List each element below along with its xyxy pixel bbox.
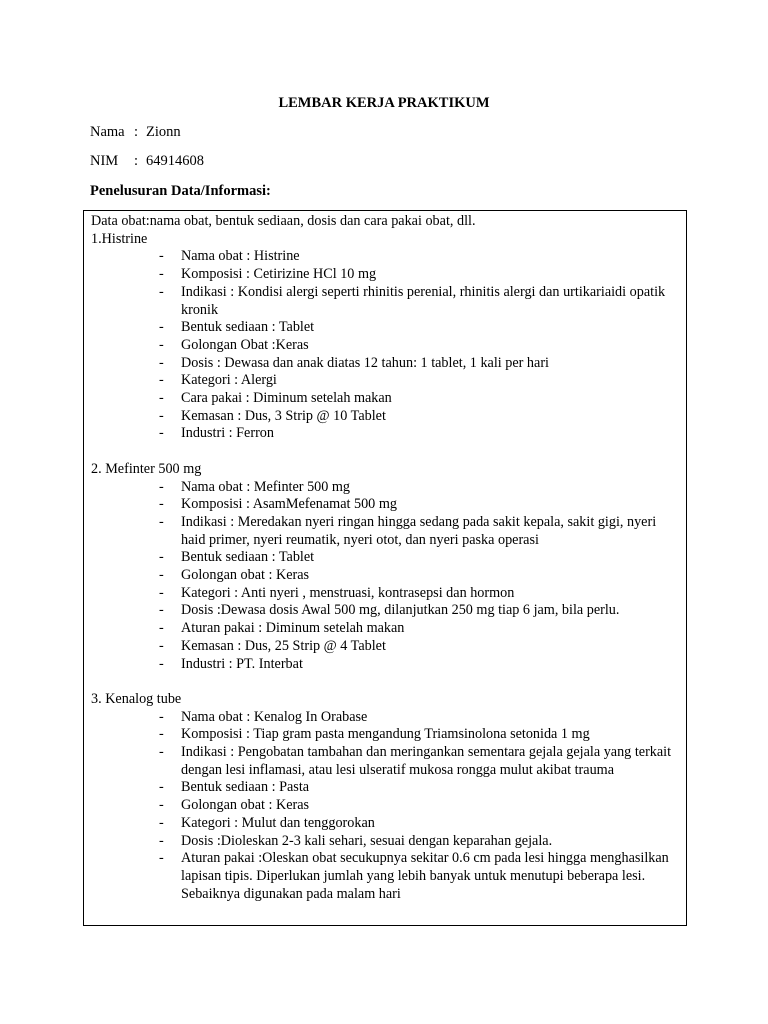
list-item-text: Kemasan : Dus, 25 Strip @ 4 Tablet	[181, 637, 386, 654]
bullet-dash: -	[159, 708, 164, 725]
bullet-dash: -	[159, 390, 164, 407]
list-item	[91, 833, 686, 851]
data-box	[83, 210, 687, 926]
list-item	[91, 656, 686, 674]
list-item	[91, 514, 686, 549]
list-item-text: Bentuk sediaan : Tablet	[181, 319, 315, 336]
list-item-text: Dosis :Dewasa dosis Awal 500 mg, dilanjutkan 250 mg tiap 6 jam, bila perlu.	[181, 602, 620, 619]
list-item	[91, 355, 686, 373]
list-item-text: Golongan Obat :Keras	[181, 336, 309, 353]
list-item-text: Aturan pakai :Oleskan obat secukupnya sekitar 0.6 cm pada lesi hingga menghasilkan lapisan tipis. Diperlukan jumlah yang lebih banyak untuk menutupi beberapa lesi. Sebaiknya digunakan pada malam hari	[181, 850, 669, 902]
list-item-text: Dosis : Dewasa dan anak diatas 12 tahun: 1 tablet, 1 kali per hari	[181, 354, 549, 371]
list-item-text: Kategori : Anti nyeri , menstruasi, kontrasepsi dan hormon	[181, 584, 515, 601]
list-item	[91, 602, 686, 620]
list-item	[91, 319, 686, 337]
list-item	[91, 779, 686, 797]
bullet-dash: -	[159, 655, 164, 672]
list-item	[91, 797, 686, 815]
section-heading: Penelusuran Data/Informasi:	[90, 183, 271, 199]
bullet-dash: -	[159, 266, 164, 283]
section-gap	[91, 443, 686, 461]
bullet-dash: -	[159, 496, 164, 513]
bullet-dash: -	[159, 248, 164, 265]
bullet-dash: -	[159, 549, 164, 566]
data-box-content	[84, 211, 686, 903]
bullet-dash: -	[159, 372, 164, 389]
list-item-text: Kemasan : Dus, 3 Strip @ 10 Tablet	[181, 407, 386, 424]
nim-value: 64914608	[146, 153, 204, 169]
bullet-dash: -	[159, 407, 164, 424]
list-item	[91, 284, 686, 319]
bullet-dash: -	[159, 637, 164, 654]
drug-section-title: 3. Kenalog tube	[91, 690, 182, 707]
drug-detail-list	[91, 709, 686, 904]
list-item	[91, 709, 686, 727]
list-item-text: Bentuk sediaan : Pasta	[181, 779, 310, 796]
list-item	[91, 372, 686, 390]
list-item-text: Industri : Ferron	[181, 425, 274, 442]
section-gap	[91, 673, 686, 691]
page-title: LEMBAR KERJA PRAKTIKUM	[278, 95, 490, 111]
list-item	[91, 390, 686, 408]
bullet-dash: -	[159, 283, 164, 300]
bullet-dash: -	[159, 336, 164, 353]
list-item-text: Komposisi : AsamMefenamat 500 mg	[181, 496, 397, 513]
list-item	[91, 496, 686, 514]
list-item	[91, 585, 686, 603]
bullet-dash: -	[159, 602, 164, 619]
bullet-dash: -	[159, 814, 164, 831]
drug-section-title: 1.Histrine	[91, 230, 148, 247]
list-item-text: Aturan pakai : Diminum setelah makan	[181, 620, 405, 637]
list-item	[91, 567, 686, 585]
nim-separator: :	[134, 153, 139, 169]
bullet-dash: -	[159, 319, 164, 336]
bullet-dash: -	[159, 584, 164, 601]
nama-field	[90, 122, 181, 142]
list-item	[91, 337, 686, 355]
list-item-text: Dosis :Dioleskan 2-3 kali sehari, sesuai dengan keparahan gejala.	[181, 832, 553, 849]
bullet-dash: -	[159, 567, 164, 584]
list-item-text: Komposisi : Tiap gram pasta mengandung Triamsinolona setonida 1 mg	[181, 726, 590, 743]
list-item-text: Nama obat : Mefinter 500 mg	[181, 478, 351, 495]
list-item-text: Industri : PT. Interbat	[181, 655, 303, 672]
list-item-text: Golongan obat : Keras	[181, 567, 310, 584]
bullet-dash: -	[159, 797, 164, 814]
bullet-dash: -	[159, 513, 164, 530]
bullet-dash: -	[159, 832, 164, 849]
list-item-text: Nama obat : Kenalog In Orabase	[181, 708, 368, 725]
list-item-text: Indikasi : Pengobatan tambahan dan meringankan sementara gejala gejala yang terkait dengan lesi inflamasi, atau lesi ulseratif mukosa rongga mulut akibat trauma	[181, 744, 672, 778]
list-item	[91, 266, 686, 284]
bullet-dash: -	[159, 425, 164, 442]
list-item	[91, 726, 686, 744]
list-item	[91, 744, 686, 779]
list-item-text: Kategori : Mulut dan tenggorokan	[181, 814, 375, 831]
nim-field	[90, 151, 204, 171]
list-item	[91, 638, 686, 656]
list-item	[91, 815, 686, 833]
list-item-text: Indikasi : Meredakan nyeri ringan hingga sedang pada sakit kepala, sakit gigi, nyeri haid primer, nyeri reumatik, nyeri otot, dan nyeri paska operasi	[181, 513, 657, 548]
list-item-text: Indikasi : Kondisi alergi seperti rhinitis perenial, rhinitis alergi dan urtikariaidi opatik kronik	[181, 283, 666, 318]
bullet-dash: -	[159, 478, 164, 495]
bullet-dash: -	[159, 726, 164, 743]
nama-label: Nama	[90, 124, 125, 140]
bullet-dash: -	[159, 620, 164, 637]
bullet-dash: -	[159, 744, 164, 761]
nama-separator: :	[134, 124, 139, 140]
list-item-text: Cara pakai : Diminum setelah makan	[181, 390, 392, 407]
list-item	[91, 408, 686, 426]
list-item	[91, 479, 686, 497]
list-item-text: Bentuk sediaan : Tablet	[181, 549, 315, 566]
drug-detail-list	[91, 248, 686, 443]
drug-detail-list	[91, 479, 686, 674]
drug-section-title: 2. Mefinter 500 mg	[91, 460, 202, 477]
list-item-text: Komposisi : Cetirizine HCl 10 mg	[181, 266, 377, 283]
list-item-text: Nama obat : Histrine	[181, 248, 300, 265]
bullet-dash: -	[159, 850, 164, 867]
list-item	[91, 549, 686, 567]
bullet-dash: -	[159, 354, 164, 371]
list-item	[91, 620, 686, 638]
bullet-dash: -	[159, 779, 164, 796]
list-item	[91, 248, 686, 266]
list-item-text: Golongan obat : Keras	[181, 797, 310, 814]
list-item-text: Kategori : Alergi	[181, 372, 277, 389]
list-item	[91, 425, 686, 443]
box-intro: Data obat:nama obat, bentuk sediaan, dosis dan cara pakai obat, dll.	[91, 213, 476, 229]
nim-label: NIM	[90, 153, 119, 169]
list-item	[91, 850, 686, 903]
nama-value: Zionn	[146, 124, 181, 140]
